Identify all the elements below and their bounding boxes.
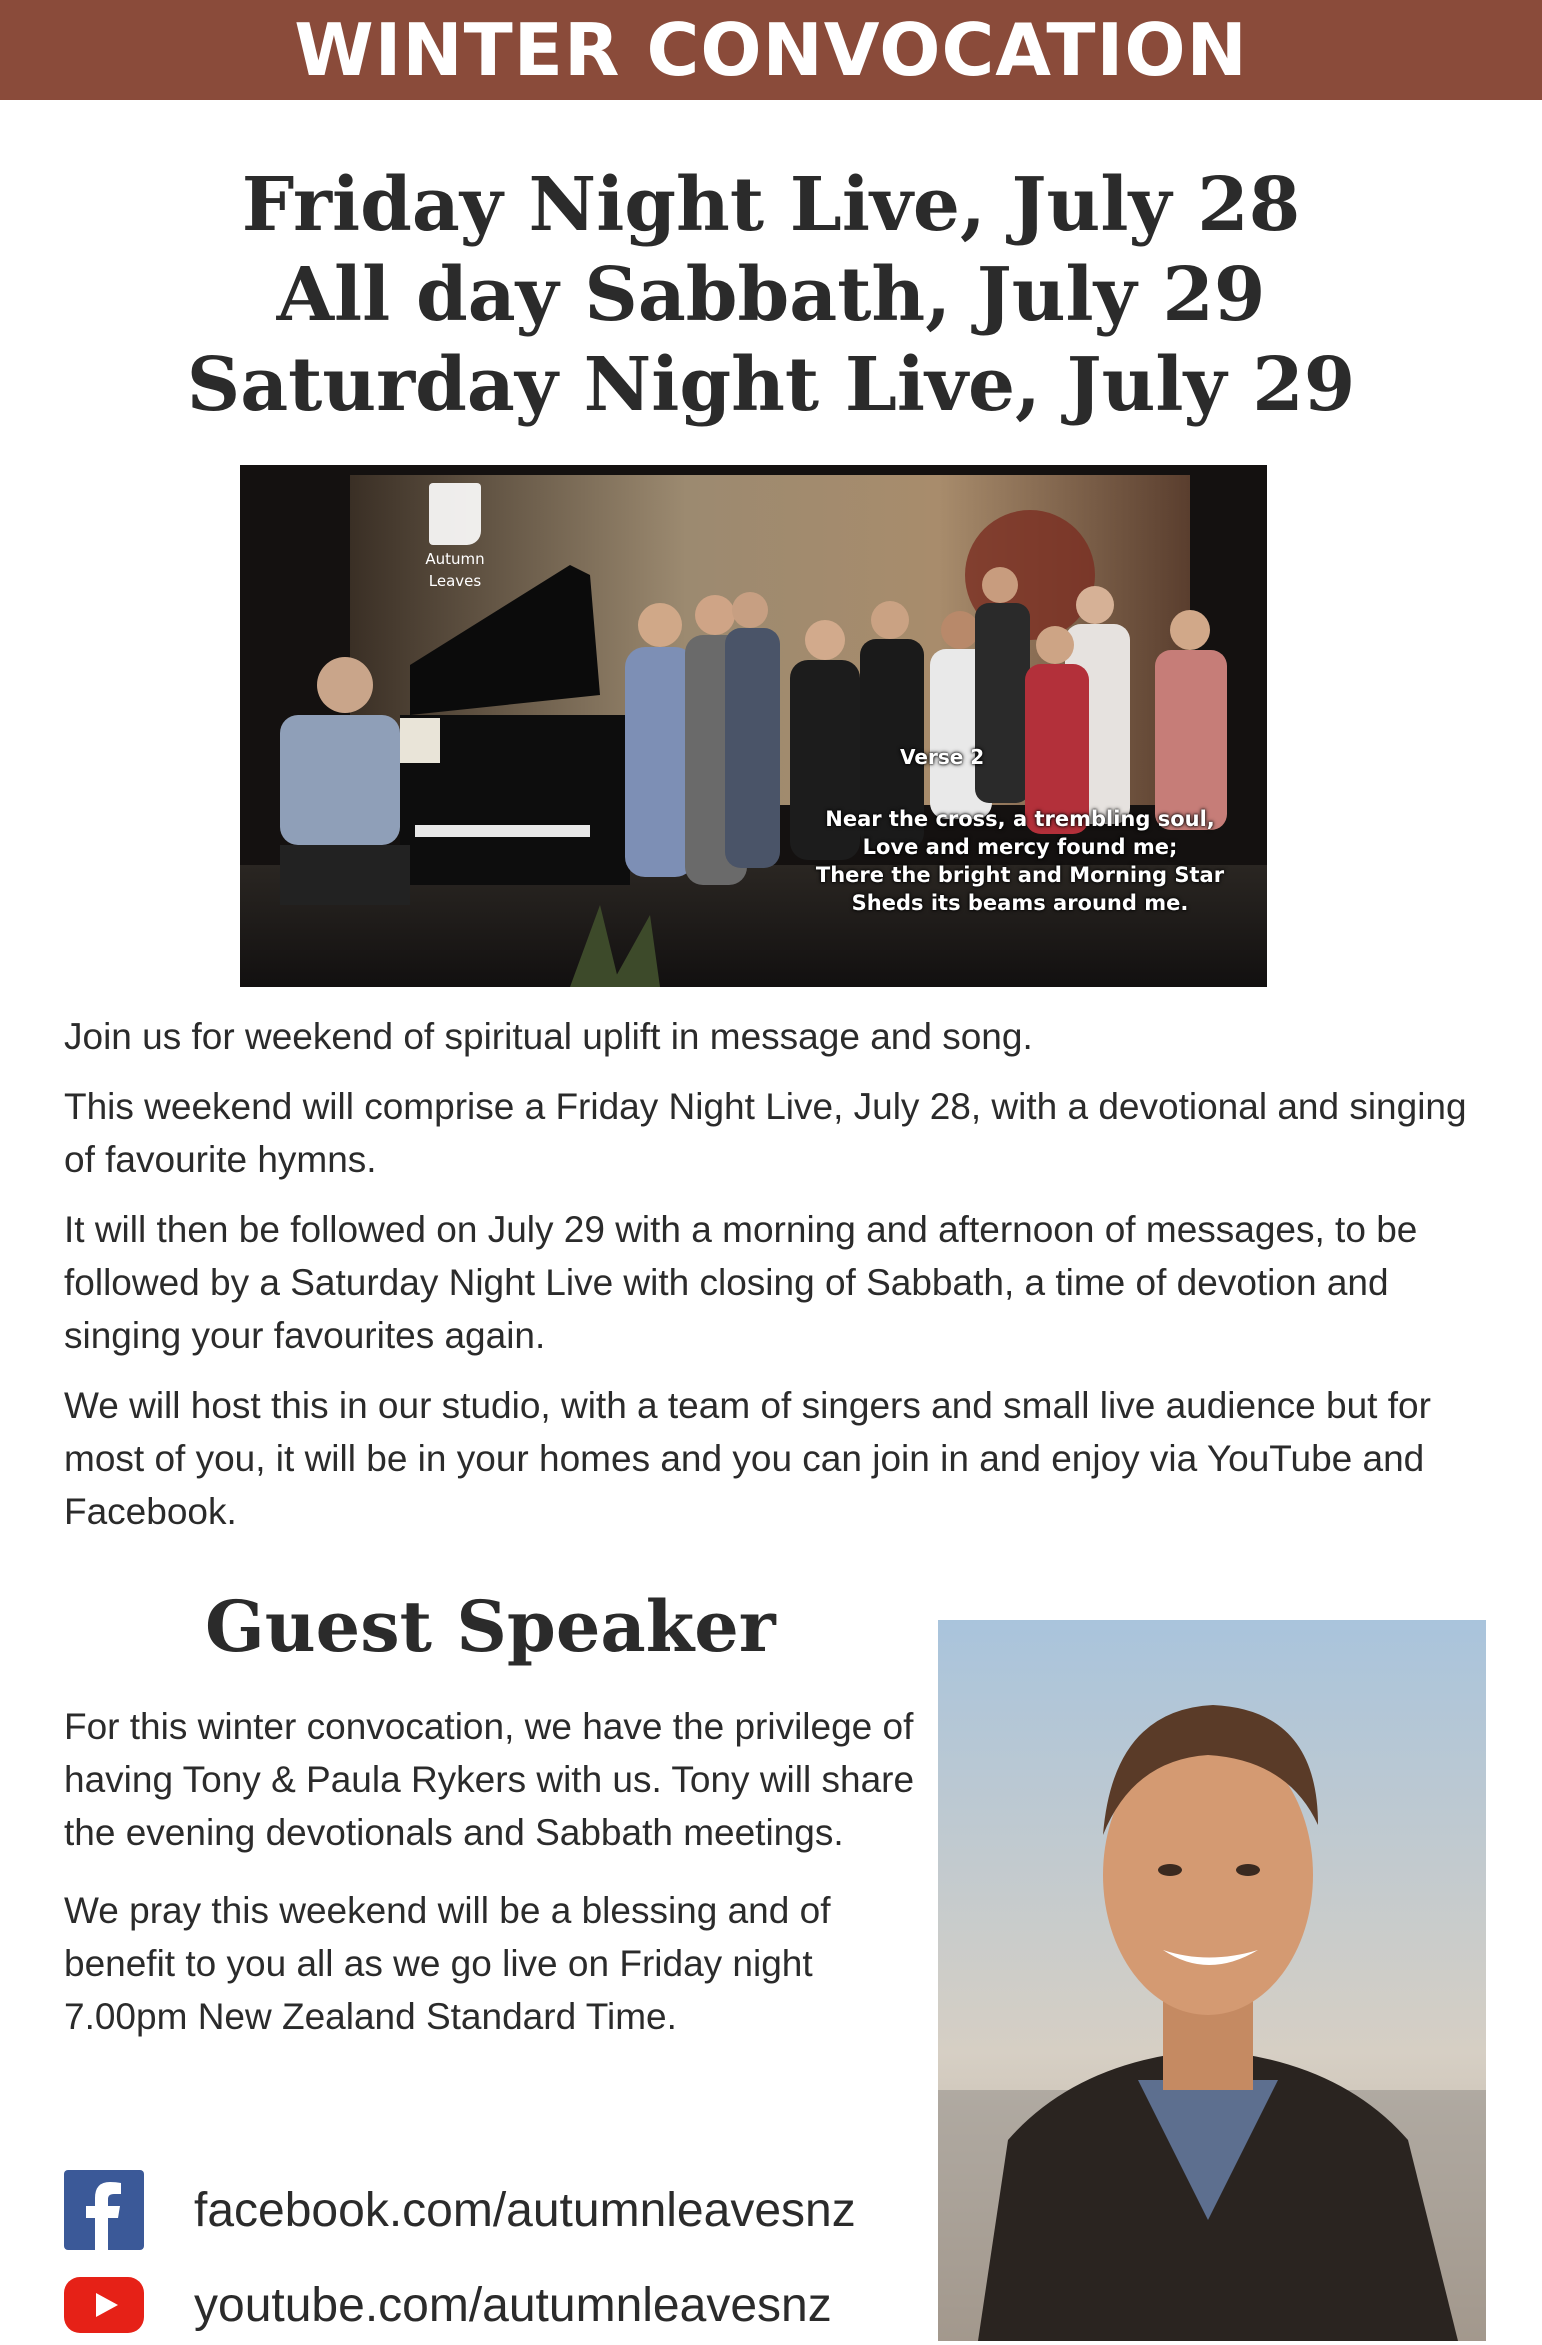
intro-paragraph: Join us for weekend of spiritual uplift in message and song. [64, 1016, 1033, 1057]
intro-text [64, 1010, 1484, 1555]
autumn-leaves-logo [410, 483, 500, 589]
lyric-line: Sheds its beams around me. [851, 891, 1189, 915]
banner-title: WINTER CONVOCATION [294, 8, 1248, 92]
youtube-link[interactable]: youtube.com/autumnleavesnz [194, 2278, 832, 2332]
event-dates [0, 160, 1542, 430]
leaf-logo-icon [429, 483, 481, 545]
date-sabbath: All day Sabbath, July 29 [276, 252, 1266, 338]
logo-text-2: Leaves [428, 572, 482, 590]
youtube-icon[interactable] [64, 2265, 144, 2345]
facebook-icon[interactable] [64, 2170, 144, 2250]
verse-label: Verse 2 [900, 745, 985, 769]
facebook-link[interactable]: facebook.com/autumnleavesnz [194, 2183, 856, 2237]
speaker-portrait [938, 1620, 1486, 2341]
date-friday: Friday Night Live, July 28 [241, 162, 1301, 248]
guest-speaker-heading: Guest Speaker [205, 1585, 776, 1668]
header-banner [0, 0, 1542, 100]
lyrics-overlay [780, 745, 1260, 917]
logo-text-1: Autumn [425, 550, 485, 568]
portrait-illustration [938, 1620, 1486, 2341]
guest-paragraph: For this winter convocation, we have the privilege of having Tony & Paula Rykers with us. Tony will share the evening devotionals and Sabbath meetings. [64, 1706, 915, 1853]
facebook-row [64, 2170, 964, 2250]
intro-paragraph: We will host this in our studio, with a team of singers and small live audience but for most of you, it will be in your homes and you can join in and enjoy via YouTube and Facebook. [64, 1385, 1431, 1532]
guest-text [64, 1700, 924, 2068]
intro-paragraph: It will then be followed on July 29 with a morning and afternoon of messages, to be followed by a Saturday Night Live with closing of Sabbath, a time of devotion and singing your favourites again. [64, 1209, 1418, 1356]
date-saturday: Saturday Night Live, July 29 [186, 342, 1356, 428]
choir-photo [240, 465, 1267, 987]
youtube-row [64, 2265, 964, 2345]
lyric-line: There the bright and Morning Star [815, 863, 1225, 887]
lyric-line: Near the cross, a trembling soul, [825, 807, 1215, 831]
intro-paragraph: This weekend will comprise a Friday Night Live, July 28, with a devotional and singing of favourite hymns. [64, 1086, 1467, 1180]
guest-paragraph: We pray this weekend will be a blessing and of benefit to you all as we go live on Friday night 7.00pm New Zealand Standard Time. [64, 1890, 831, 2037]
lyric-line: Love and mercy found me; [862, 835, 1178, 859]
